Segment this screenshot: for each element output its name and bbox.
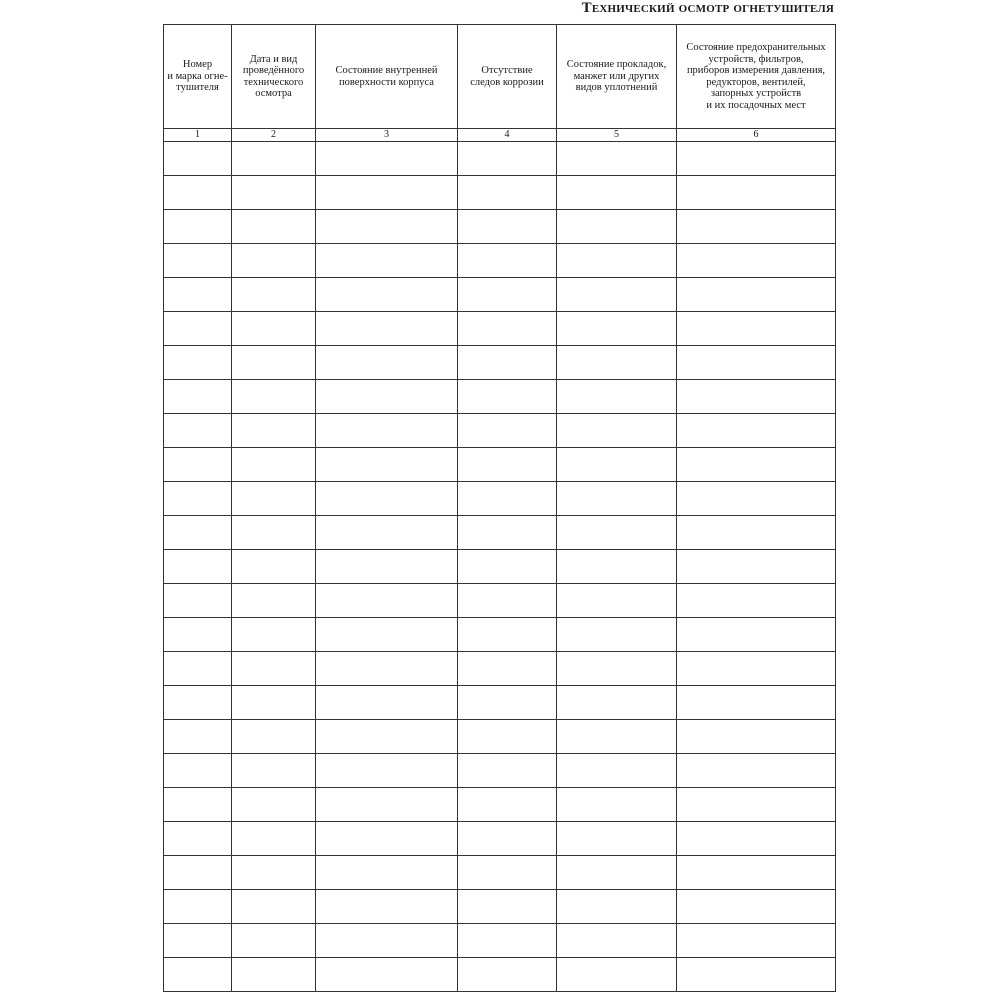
table-cell[interactable] (316, 618, 458, 652)
table-cell[interactable] (458, 686, 557, 720)
table-cell[interactable] (232, 924, 316, 958)
table-cell[interactable] (677, 516, 836, 550)
table-cell[interactable] (458, 176, 557, 210)
table-row (164, 312, 836, 346)
table-cell[interactable] (164, 380, 232, 414)
table-cell[interactable] (677, 890, 836, 924)
table-cell[interactable] (677, 278, 836, 312)
table-cell[interactable] (164, 720, 232, 754)
table-cell[interactable] (677, 720, 836, 754)
inspection-table (163, 24, 836, 992)
table-cell[interactable] (164, 142, 232, 176)
header-label: Дата и вид проведённого технического осмотра (242, 53, 305, 99)
table-cell[interactable] (677, 788, 836, 822)
table-cell[interactable] (164, 414, 232, 448)
header-label: Номер и марка огне- тушителя (167, 59, 228, 94)
table-cell[interactable] (164, 652, 232, 686)
table-row (164, 890, 836, 924)
table-cell[interactable] (164, 856, 232, 890)
header-label: Состояние внутренней поверхности корпуса (335, 65, 438, 88)
table-cell[interactable] (316, 788, 458, 822)
table-cell[interactable] (316, 890, 458, 924)
table-cell[interactable] (458, 550, 557, 584)
table-cell[interactable] (232, 380, 316, 414)
table-cell[interactable] (164, 312, 232, 346)
table-row (164, 754, 836, 788)
table-cell[interactable] (316, 210, 458, 244)
table-cell[interactable] (316, 346, 458, 380)
table-cell[interactable] (316, 482, 458, 516)
table-cell[interactable] (316, 278, 458, 312)
table-row (164, 380, 836, 414)
table-cell[interactable] (677, 686, 836, 720)
header-no-corrosion (458, 25, 557, 129)
table-cell[interactable] (316, 686, 458, 720)
table-cell[interactable] (677, 448, 836, 482)
table-cell[interactable] (458, 856, 557, 890)
header-label: Отсутствие следов коррозии (470, 65, 544, 88)
table-cell[interactable] (458, 414, 557, 448)
table-cell[interactable] (677, 754, 836, 788)
table-cell[interactable] (557, 550, 677, 584)
table-cell[interactable] (316, 550, 458, 584)
table-cell[interactable] (316, 754, 458, 788)
table-row (164, 448, 836, 482)
table-cell[interactable] (458, 720, 557, 754)
table-cell[interactable] (232, 278, 316, 312)
table-cell[interactable] (557, 754, 677, 788)
page-title: Технический осмотр огнетушителя (581, 0, 834, 16)
table-cell[interactable] (557, 176, 677, 210)
table-row (164, 176, 836, 210)
table-cell[interactable] (677, 856, 836, 890)
table-cell[interactable] (164, 924, 232, 958)
column-number: 2 (232, 129, 316, 142)
table-cell[interactable] (232, 686, 316, 720)
column-number: 3 (316, 129, 458, 142)
table-cell[interactable] (164, 788, 232, 822)
table-cell[interactable] (677, 414, 836, 448)
table-cell[interactable] (677, 312, 836, 346)
table-cell[interactable] (458, 924, 557, 958)
table-body (164, 142, 836, 992)
table-cell[interactable] (164, 448, 232, 482)
table-row (164, 346, 836, 380)
table-row (164, 584, 836, 618)
table-cell[interactable] (232, 210, 316, 244)
table-cell[interactable] (232, 550, 316, 584)
table-cell[interactable] (164, 550, 232, 584)
table-cell[interactable] (458, 312, 557, 346)
table-row (164, 822, 836, 856)
table-cell[interactable] (677, 924, 836, 958)
table-cell[interactable] (316, 142, 458, 176)
table-row (164, 244, 836, 278)
table-cell[interactable] (557, 958, 677, 992)
table-cell[interactable] (164, 278, 232, 312)
table-cell[interactable] (316, 414, 458, 448)
table-row (164, 142, 836, 176)
column-number-row (164, 129, 836, 142)
table-cell[interactable] (557, 788, 677, 822)
table-cell[interactable] (557, 890, 677, 924)
table-cell[interactable] (557, 414, 677, 448)
table-cell[interactable] (164, 584, 232, 618)
table-cell[interactable] (458, 380, 557, 414)
table-cell[interactable] (557, 244, 677, 278)
header-safety-devices-condition (677, 25, 836, 129)
table-cell[interactable] (316, 312, 458, 346)
table-cell[interactable] (232, 958, 316, 992)
table-cell[interactable] (164, 958, 232, 992)
table-cell[interactable] (557, 516, 677, 550)
table-cell[interactable] (316, 516, 458, 550)
table-cell[interactable] (677, 652, 836, 686)
table-cell[interactable] (164, 754, 232, 788)
table-row (164, 924, 836, 958)
table-row (164, 516, 836, 550)
table-cell[interactable] (232, 346, 316, 380)
table-cell[interactable] (557, 856, 677, 890)
table-cell[interactable] (557, 380, 677, 414)
table-cell[interactable] (232, 618, 316, 652)
table-cell[interactable] (232, 176, 316, 210)
table-row (164, 618, 836, 652)
table-cell[interactable] (164, 822, 232, 856)
table-cell[interactable] (458, 516, 557, 550)
table-cell[interactable] (458, 482, 557, 516)
table-cell[interactable] (316, 856, 458, 890)
table-cell[interactable] (164, 176, 232, 210)
table-cell[interactable] (458, 754, 557, 788)
table-cell[interactable] (557, 618, 677, 652)
table-cell[interactable] (557, 924, 677, 958)
table-cell[interactable] (677, 550, 836, 584)
table-cell[interactable] (164, 244, 232, 278)
table-cell[interactable] (557, 312, 677, 346)
table-cell[interactable] (557, 584, 677, 618)
table-cell[interactable] (232, 142, 316, 176)
table-cell[interactable] (458, 890, 557, 924)
table-cell[interactable] (557, 448, 677, 482)
header-label: Состояние предохранительных устройств, фильтров, приборов измерения давления, редукторов, вентилей, запорных устройств и их посадочных мест (686, 42, 826, 111)
table-cell[interactable] (677, 584, 836, 618)
table-cell[interactable] (164, 210, 232, 244)
table-cell[interactable] (677, 958, 836, 992)
table-cell[interactable] (557, 210, 677, 244)
table-cell[interactable] (316, 822, 458, 856)
table-cell[interactable] (164, 890, 232, 924)
header-seals-condition (557, 25, 677, 129)
column-number: 5 (557, 129, 677, 142)
table-cell[interactable] (458, 210, 557, 244)
table-cell[interactable] (164, 516, 232, 550)
table-cell[interactable] (164, 482, 232, 516)
table-cell[interactable] (232, 482, 316, 516)
table-cell[interactable] (677, 822, 836, 856)
table-cell[interactable] (316, 176, 458, 210)
table-cell[interactable] (164, 686, 232, 720)
table-cell[interactable] (677, 346, 836, 380)
column-number: 4 (458, 129, 557, 142)
header-inspection-date-type (232, 25, 316, 129)
table-row (164, 652, 836, 686)
table-cell[interactable] (557, 482, 677, 516)
table-cell[interactable] (557, 652, 677, 686)
table-cell[interactable] (316, 584, 458, 618)
table-row (164, 278, 836, 312)
table-row (164, 550, 836, 584)
table-cell[interactable] (677, 380, 836, 414)
table-row (164, 720, 836, 754)
header-inner-surface-condition (316, 25, 458, 129)
table-cell[interactable] (458, 958, 557, 992)
table-row (164, 788, 836, 822)
table-cell[interactable] (232, 754, 316, 788)
header-label: Состояние прокладок, манжет или других видов уплотнений (566, 59, 667, 94)
table-cell[interactable] (557, 142, 677, 176)
table-cell[interactable] (677, 482, 836, 516)
table-cell[interactable] (458, 448, 557, 482)
table-cell[interactable] (164, 346, 232, 380)
column-number: 6 (677, 129, 836, 142)
table-row (164, 482, 836, 516)
table-cell[interactable] (232, 788, 316, 822)
table-cell[interactable] (557, 278, 677, 312)
table-cell[interactable] (316, 652, 458, 686)
table-cell[interactable] (232, 856, 316, 890)
table-cell[interactable] (164, 618, 232, 652)
table-cell[interactable] (557, 346, 677, 380)
header-row (164, 25, 836, 129)
table-cell[interactable] (232, 312, 316, 346)
table-cell[interactable] (232, 822, 316, 856)
table-cell[interactable] (232, 720, 316, 754)
table-cell[interactable] (677, 210, 836, 244)
table-cell[interactable] (316, 380, 458, 414)
table-cell[interactable] (458, 142, 557, 176)
table-cell[interactable] (458, 584, 557, 618)
table-row (164, 686, 836, 720)
table-cell[interactable] (232, 244, 316, 278)
table-cell[interactable] (458, 618, 557, 652)
table-cell[interactable] (458, 346, 557, 380)
table-row (164, 210, 836, 244)
column-number: 1 (164, 129, 232, 142)
table-cell[interactable] (316, 244, 458, 278)
table-cell[interactable] (232, 584, 316, 618)
table-cell[interactable] (316, 924, 458, 958)
table-cell[interactable] (316, 448, 458, 482)
table-cell[interactable] (232, 652, 316, 686)
table-row (164, 856, 836, 890)
table-cell[interactable] (232, 414, 316, 448)
table-cell[interactable] (677, 176, 836, 210)
table-cell[interactable] (677, 142, 836, 176)
table-cell[interactable] (557, 720, 677, 754)
table-cell[interactable] (316, 958, 458, 992)
table-cell[interactable] (458, 652, 557, 686)
table-cell[interactable] (458, 278, 557, 312)
table-cell[interactable] (458, 822, 557, 856)
table-cell[interactable] (557, 686, 677, 720)
table-cell[interactable] (677, 244, 836, 278)
table-cell[interactable] (677, 618, 836, 652)
table-cell[interactable] (316, 720, 458, 754)
table-cell[interactable] (232, 890, 316, 924)
table-cell[interactable] (232, 516, 316, 550)
table-cell[interactable] (232, 448, 316, 482)
table-cell[interactable] (557, 822, 677, 856)
table-row (164, 414, 836, 448)
table-cell[interactable] (458, 788, 557, 822)
header-extinguisher-number (164, 25, 232, 129)
table-cell[interactable] (458, 244, 557, 278)
table-row (164, 958, 836, 992)
